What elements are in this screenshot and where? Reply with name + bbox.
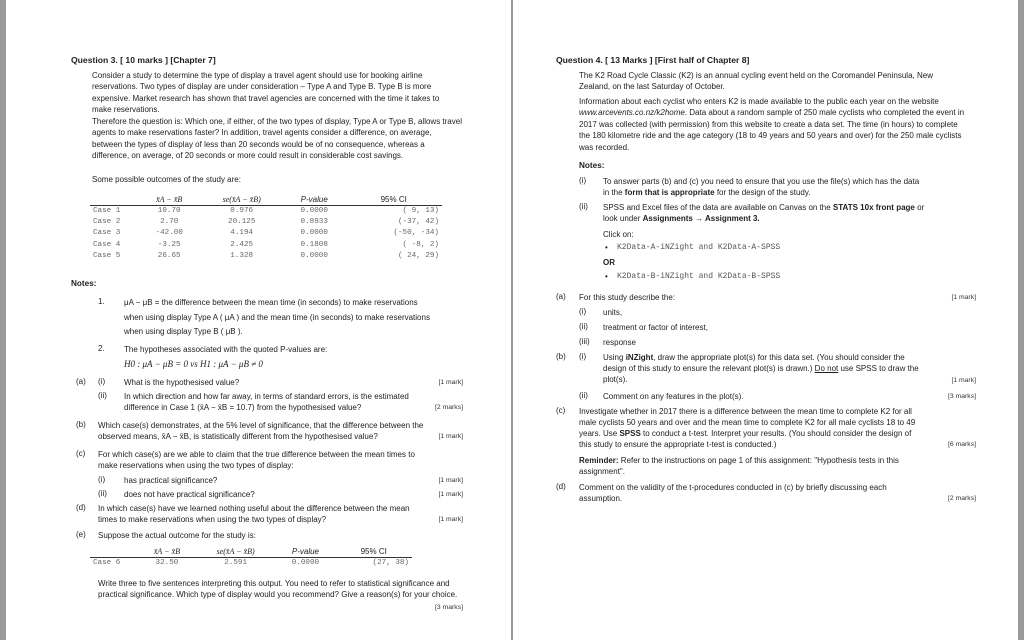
se-value: 4.194 bbox=[230, 229, 254, 238]
q4-part-a-iii-label: (iii) bbox=[579, 337, 590, 346]
q4-part-b-i-label: (i) bbox=[579, 352, 587, 361]
part-a-ii-marks: [2 marks] bbox=[435, 404, 463, 411]
q4-intro-paragraph: The K2 Road Cycle Classic (K2) is an annual cycling event held on the Coromandel Peninsula, New Zealand, on the last Saturday of October. bbox=[579, 71, 933, 92]
part-e-label: (e) bbox=[76, 530, 86, 539]
p-value: 0.0000 bbox=[300, 252, 328, 261]
note-1-line-2: when using display Type A ( μA ) and the mean time (in seconds) to make reservations bbox=[124, 313, 430, 322]
q4-part-b-ii-label: (ii) bbox=[579, 391, 588, 400]
part-a-i-label: (i) bbox=[98, 377, 106, 386]
diff-value: 26.65 bbox=[157, 252, 181, 261]
table-row bbox=[90, 557, 412, 568]
q4-data-text-start: Information about each cyclist who enters K2 is made available to the public each year on the website bbox=[579, 97, 939, 106]
part-c-line-2: make reservations when using the two types of display: bbox=[98, 461, 294, 470]
diff-value: 2.70 bbox=[160, 218, 179, 227]
se-value: 20.125 bbox=[228, 218, 256, 227]
p-value: 0.0000 bbox=[291, 558, 320, 567]
header-ci: 95% CI bbox=[360, 546, 387, 556]
outcomes-table bbox=[90, 194, 442, 262]
reminder-text: Refer to the instructions on page 1 of this assignment: "Hypothesis tests in this bbox=[618, 456, 899, 465]
ci-value: (-37, 42) bbox=[397, 218, 439, 227]
inzight-bold: iNZight bbox=[625, 353, 654, 362]
note-1-number: 1. bbox=[98, 297, 105, 306]
se-value: 2.591 bbox=[224, 558, 248, 567]
q4-part-a-ii-label: (ii) bbox=[579, 322, 588, 331]
part-b-line-2: observed means, x̄A − x̄B, is statistically different from the hypothesised value? bbox=[98, 432, 378, 441]
header-pvalue: P-value bbox=[291, 546, 319, 556]
part-c-i-text: has practical significance? bbox=[124, 476, 218, 485]
part-c-ii-marks: [1 mark] bbox=[438, 491, 463, 498]
q4-part-a-marks: [1 mark] bbox=[951, 294, 976, 301]
part-c-ii-label: (ii) bbox=[98, 489, 107, 498]
part-a-i-marks: [1 mark] bbox=[438, 379, 463, 386]
actual-outcome-table bbox=[90, 546, 412, 568]
header-pvalue: P-value bbox=[300, 194, 328, 204]
note-i-text-end: for the design of the study. bbox=[714, 188, 811, 197]
diff-value: -3.25 bbox=[157, 240, 181, 249]
case-label: Case 2 bbox=[93, 218, 121, 227]
part-e-marks: [3 marks] bbox=[435, 604, 463, 611]
q4-notes-heading: Notes: bbox=[579, 161, 605, 170]
q4-data-paragraph bbox=[579, 96, 969, 153]
b-i-text: Using bbox=[603, 353, 626, 362]
header-se: se(x̄A − x̄B) bbox=[216, 546, 255, 556]
note-2-line-1: The hypotheses associated with the quoted P-values are: bbox=[124, 345, 328, 354]
se-value: 1.328 bbox=[230, 252, 254, 261]
table-row bbox=[90, 228, 442, 239]
note-ii-text-end: or bbox=[914, 203, 925, 212]
q4-part-b-ii-text: Comment on any features in the plot(s). bbox=[603, 392, 744, 401]
q4-part-a-label: (a) bbox=[556, 292, 566, 301]
part-c-label: (c) bbox=[76, 449, 86, 458]
b-i-text-end: , draw the appropriate plot(s) for this data set. (You should consider the bbox=[653, 353, 905, 362]
q4-part-c-line-2: male cyclists 50 years and over and the mean time to complete K2 for all male cyclists 18 to 49 bbox=[579, 418, 916, 427]
q3-question-paragraph: Therefore the question is: Which one, if either, of the two types of display, Type A or Type B, allows travel agents to make reservations faster? In addition, travel agents consider a difference, on average, between the types of display of less than 20 seconds would be of no consequence, whereas a difference, on average, of 20 seconds or more could result in considerable cost savings. bbox=[92, 117, 462, 161]
p-value: 0.1808 bbox=[300, 240, 328, 249]
part-d-marks: [1 mark] bbox=[438, 516, 463, 523]
do-not-underline: Do not bbox=[814, 364, 839, 373]
q4-part-a-ii-text: treatment or factor of interest, bbox=[603, 323, 708, 332]
q4-part-d-line-2: assumption. bbox=[579, 494, 623, 503]
case-label: Case 4 bbox=[93, 240, 121, 249]
right-page bbox=[513, 0, 1018, 640]
c-text: years. Use bbox=[579, 429, 620, 438]
part-a-ii-label: (ii) bbox=[98, 391, 107, 400]
q4-part-b-label: (b) bbox=[556, 352, 566, 361]
question-4-title: Question 4. [ 13 Marks ] [First half of Chapter 8] bbox=[556, 55, 750, 65]
se-value: 2.425 bbox=[230, 240, 254, 249]
part-c-ii-text: does not have practical significance? bbox=[124, 490, 255, 499]
p-value: 0.8933 bbox=[300, 218, 328, 227]
part-e-line-1: Suppose the actual outcome for the study is: bbox=[98, 531, 256, 540]
note-1-line-3: when using display Type B ( μB ). bbox=[124, 327, 243, 336]
ci-value: (-50, -34) bbox=[393, 229, 439, 238]
note-i-line-2 bbox=[603, 187, 811, 198]
q4-part-d-label: (d) bbox=[556, 482, 566, 491]
part-d-line-1: In which case(s) have we learned nothing useful about the difference between the mean bbox=[98, 504, 410, 513]
header-diff: x̄A − x̄B bbox=[156, 194, 183, 204]
note-1-line-1: μA − μB = the difference between the mean time (in seconds) to make reservations bbox=[124, 298, 418, 307]
note-i-bold: form that is appropriate bbox=[624, 188, 715, 197]
diff-value: 10.70 bbox=[157, 206, 181, 215]
q3-intro-paragraph: Consider a study to determine the type of display a travel agent should use for booking airline reservations. Two types of display are under consideration – Type A and Type B. Type B is more expensive. Market research has shown that travel agencies are concerned with the time it takes to make reservations. bbox=[92, 71, 440, 115]
reminder-label: Reminder: bbox=[579, 456, 619, 465]
part-a-i-text: What is the hypothesised value? bbox=[124, 378, 240, 387]
note-i-text: in the bbox=[603, 188, 625, 197]
part-e-instructions: Write three to five sentences interpreting this output. You need to refer to statistical significance and practical significance. Which type of display would you recommend? Give a reason(s) for your choice. bbox=[98, 579, 458, 600]
q4-part-a-text: For this study describe the: bbox=[579, 293, 676, 302]
file-option-a[interactable]: K2Data-A-iNZight and K2Data-A-SPSS bbox=[617, 243, 781, 252]
header-diff: x̄A − x̄B bbox=[153, 546, 181, 556]
reminder-line-1 bbox=[579, 455, 899, 466]
website-link[interactable]: www.arcevents.co.nz/k2home bbox=[579, 108, 685, 118]
part-b-line-1: Which case(s) demonstrates, at the 5% level of significance, that the difference between the bbox=[98, 421, 424, 430]
q4-part-c-line-1: Investigate whether in 2017 there is a difference between the mean time to complete K2 for all bbox=[579, 407, 912, 416]
b-i-text-2: design of this study to ensure the relevant plot(s) is drawn.) bbox=[603, 364, 815, 373]
part-d-label: (d) bbox=[76, 503, 86, 512]
part-d-line-2: times to make reservations when using the two types of display? bbox=[98, 515, 327, 524]
table-row bbox=[90, 251, 442, 262]
notes-heading: Notes: bbox=[71, 279, 97, 288]
note-i-line-1: To answer parts (b) and (c) you need to ensure that you use the file(s) which has the data bbox=[603, 177, 920, 186]
q4-part-d-marks: [2 marks] bbox=[948, 495, 976, 502]
note-i-label: (i) bbox=[579, 176, 587, 185]
q4-part-b-i-marks: [1 mark] bbox=[951, 377, 976, 384]
case-label: Case 1 bbox=[93, 206, 121, 215]
table-row bbox=[90, 205, 442, 216]
q4-part-b-i-line-3: plot(s). bbox=[603, 375, 628, 384]
c-text-end: to conduct a t-test. Interpret your results. (You should consider the design of bbox=[640, 429, 912, 438]
q4-part-b-i-line-1 bbox=[603, 352, 905, 363]
assignment-path: Assignments → Assignment 3. bbox=[642, 214, 760, 223]
bullet-icon: • bbox=[605, 272, 608, 281]
header-ci: 95% CI bbox=[380, 194, 407, 204]
part-c-i-label: (i) bbox=[98, 475, 106, 484]
ci-value: ( -8, 2) bbox=[402, 240, 439, 249]
se-value: 0.976 bbox=[230, 206, 254, 215]
q4-part-c-line-3 bbox=[579, 428, 911, 439]
part-a-ii-line-1: In which direction and how far away, in terms of standard errors, is the estimated bbox=[124, 392, 409, 401]
ci-value: ( 9, 13) bbox=[402, 206, 439, 215]
q4-part-a-iii-text: response bbox=[603, 338, 636, 347]
case-label: Case 6 bbox=[93, 558, 121, 567]
q4-part-d-line-1: Comment on the validity of the t-procedures conducted in (c) by briefly discussing each bbox=[579, 483, 887, 492]
q4-part-b-ii-marks: [3 marks] bbox=[948, 393, 976, 400]
left-page bbox=[6, 0, 511, 640]
diff-value: -42.00 bbox=[155, 229, 183, 238]
note-ii-look-text: look under bbox=[603, 214, 643, 223]
q4-part-c-label: (c) bbox=[556, 406, 566, 415]
q4-part-c-marks: [6 marks] bbox=[948, 441, 976, 448]
click-on-label: Click on: bbox=[603, 230, 634, 239]
note-ii-label: (ii) bbox=[579, 202, 588, 211]
or-label: OR bbox=[603, 258, 615, 267]
hypotheses: H0 : μA − μB = 0 vs H1 : μA − μB ≠ 0 bbox=[124, 359, 263, 369]
ci-value: ( 24, 29) bbox=[397, 252, 439, 261]
part-b-marks: [1 mark] bbox=[438, 433, 463, 440]
note-2-number: 2. bbox=[98, 344, 105, 353]
reminder-line-2: assignment". bbox=[579, 467, 625, 476]
note-ii-line-1 bbox=[603, 202, 924, 213]
question-3-title: Question 3. [ 10 marks ] [Chapter 7] bbox=[71, 55, 216, 65]
part-c-i-marks: [1 mark] bbox=[438, 477, 463, 484]
case-label: Case 5 bbox=[93, 252, 121, 261]
part-c-line-1: For which case(s) are we able to claim that the true difference between the mean times to bbox=[98, 450, 415, 459]
case-label: Case 3 bbox=[93, 229, 121, 238]
p-value: 0.0000 bbox=[300, 206, 328, 215]
q4-part-b-i-line-2 bbox=[603, 363, 919, 374]
q4-part-c-line-4: this study to ensure the appropriate t-test is conducted.) bbox=[579, 440, 777, 449]
note-ii-bold: STATS 10x front page bbox=[832, 203, 915, 212]
p-value: 0.0000 bbox=[300, 229, 328, 238]
q4-data-text-end: . Data about a random sample of 250 male cyclists who completed the event in 2017 was collected (with permission) from this website to create a data set. The time (in hours) to complete the 180 kilometre ride and the age category (18 to 49 years and 50 years and over) for the 250 male cyclists was recorded. bbox=[579, 108, 965, 152]
diff-value: 32.50 bbox=[155, 558, 179, 567]
ci-value: (27, 38) bbox=[372, 558, 409, 567]
table-row bbox=[90, 239, 442, 250]
bullet-icon: • bbox=[605, 243, 608, 252]
q4-part-a-i-label: (i) bbox=[579, 307, 587, 316]
q4-part-a-i-text: units, bbox=[603, 308, 623, 317]
file-option-b[interactable]: K2Data-B-iNZight and K2Data-B-SPSS bbox=[617, 272, 781, 281]
part-a-label: (a) bbox=[76, 377, 86, 386]
note-ii-line-2 bbox=[603, 213, 760, 224]
spss-bold: SPSS bbox=[619, 429, 641, 438]
q3-outcomes-intro: Some possible outcomes of the study are: bbox=[92, 175, 241, 184]
note-ii-text: SPSS and Excel files of the data are available on Canvas on the bbox=[603, 203, 833, 212]
part-b-label: (b) bbox=[76, 420, 86, 429]
table-row bbox=[90, 216, 442, 227]
part-a-ii-line-2: difference in Case 1 (x̄A − x̄B = 10.7) from the hypothesised value? bbox=[124, 403, 362, 412]
header-se: se(x̄A − x̄B) bbox=[222, 194, 261, 204]
b-i-text-2-end: use SPSS to draw the bbox=[838, 364, 919, 373]
